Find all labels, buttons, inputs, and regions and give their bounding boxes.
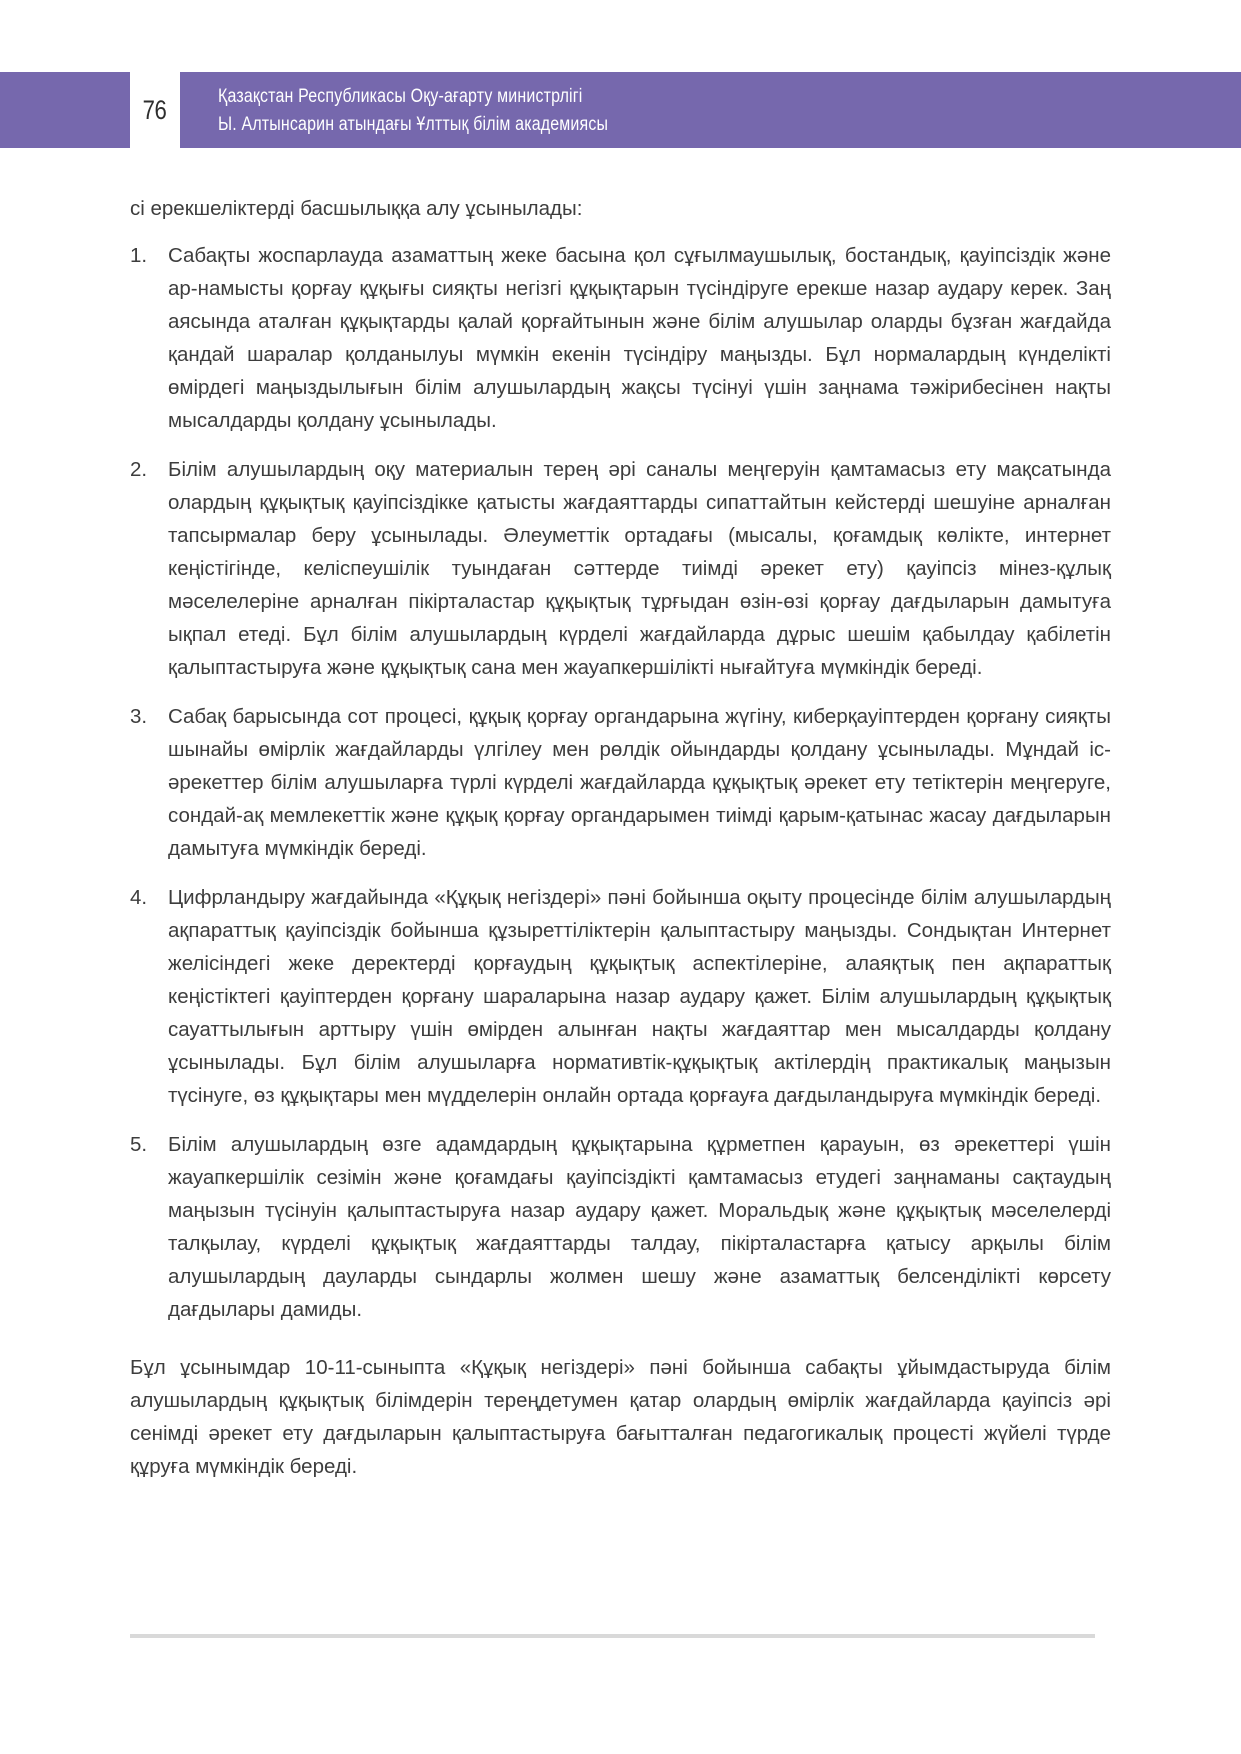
- list-item: [130, 1128, 1111, 1326]
- header-line-2: Ы. Алтынсарин атындағы Ұлттық білім академиясы: [218, 113, 609, 135]
- page-number: 76: [143, 94, 167, 125]
- list-item-number: 4.: [130, 886, 148, 909]
- page-header: [0, 72, 1241, 148]
- list-item-text: Цифрландыру жағдайында «Құқық негіздері» пәні бойынша оқыту процесінде білім алушылардың ақпараттық қауіпсіздік бойынша құзыреттіліктерін қалыптастыру маңызды. Сондықтан Интернет желісіндегі жеке деректерді қорғаудың құқықтық аспектілеріне, алаяқтық пен ақпараттық кеңістіктегі қауіптерден қорғану шараларына назар аудару қажет. Білім алушылардың құқықтық сауаттылығын арттыру үшін өмірден алынған нақты жағдаяттар мен мысалдарды қолдану ұсынылады. Бұл білім алушыларға нормативтік-құқықтық актілердің практикалық маңызын түсінуге, өз құқықтары мен мүдделерін онлайн ортада қорғауға дағдыландыруға мүмкіндік береді.: [168, 886, 1111, 1107]
- list-item-text: Сабақты жоспарлауда азаматтың жеке басына қол сұғылмаушылық, бостандық, қауіпсіздік және ар-намысты қорғау құқығы сияқты негізгі құқықтарын түсіндіруге ерекше назар аудару керек. Заң аясында аталған құқықтарды қалай қорғайтынын және білім алушылар оларды бұзған жағдайда қандай шаралар қолданылуы мүмкін екенін түсіндіру маңызды. Бұл нормалардың күнделікті өмірдегі маңыздылығын білім алушылардың жақсы түсінуі үшін заңнама тәжірибесінен нақты мысалдарды қолдану ұсынылады.: [168, 244, 1111, 432]
- header-line-1: Қазақстан Республикасы Оқу-ағарту министрлігі: [218, 85, 583, 107]
- list-item-text: Білім алушылардың оқу материалын терең әрі саналы меңгеруін қамтамасыз ету мақсатында олардың құқықтық қауіпсіздікке қатысты жағдаяттарды сипаттайтын кейстерді шешуіне арналған тапсырмалар беру ұсынылады. Әлеуметтік ортадағы (мысалы, қоғамдық көлікте, интернет кеңістігінде, келіспеушілік туындаған сәттерде тиімді әрекет ету) қауіпсіз мінез-құлық мәселелеріне арналған пікірталастар құқықтық тұрғыдан өзін-өзі қорғау дағдыларын дамытуға ықпал етеді. Бұл білім алушылардың күрделі жағдайларда дұрыс шешім қабылдау қабілетін қалыптастыруға және құқықтық сана мен жауапкершілікті нығайтуға мүмкіндік береді.: [168, 458, 1111, 679]
- list-item: [130, 239, 1111, 437]
- closing-paragraph: Бұл ұсынымдар 10-11-сыныпта «Құқық негіздері» пәні бойынша сабақты ұйымдастыруда білім алушылардың құқықтық білімдерін тереңдетумен қатар олардың өмірлік жағдайларда қауіпсіз әрі сенімді әрекет ету дағдыларын қалыптастыруға бағытталған педагогикалық процесті жүйелі түрде құруға мүмкіндік береді.: [130, 1356, 1111, 1478]
- intro-paragraph: сі ерекшеліктерді басшылыққа алу ұсынылады:: [130, 197, 583, 220]
- page-number-box: [130, 72, 180, 148]
- list-item-text: Сабақ барысында сот процесі, құқық қорғау органдарына жүгіну, киберқауіптерден қорғану сияқты шынайы өмірлік жағдайларды үлгілеу мен рөлдік ойындарды қолдану ұсынылады. Мұндай іс-әрекеттер білім алушыларға түрлі күрделі жағдайларда құқықтық әрекет ету тетіктерін меңгеруге, сондай-ақ мемлекеттік және құқық қорғау органдарымен тиімді қарым-қатынас жасау дағдыларын дамытуға мүмкіндік береді.: [168, 705, 1111, 860]
- numbered-list: [130, 239, 1111, 1326]
- list-item: [130, 453, 1111, 684]
- list-item-number: 5.: [130, 1133, 148, 1156]
- list-item-number: 1.: [130, 244, 148, 267]
- list-item: [130, 881, 1111, 1112]
- list-item: [130, 700, 1111, 865]
- header-title-band: [180, 72, 1241, 148]
- list-item-text: Білім алушылардың өзге адамдардың құқықтарына құрметпен қарауын, өз әрекеттері үшін жауапкершілік сезімін және қоғамдағы қауіпсіздікті қамтамасыз етудегі заңнаманы сақтаудың маңызын түсінуін қалыптастыруға назар аудару қажет. Моральдық және құқықтық мәселелерді талқылау, күрделі құқықтық жағдаяттарды талдау, пікірталастарға қатысу арқылы білім алушылардың дауларды сындарлы жолмен шешу және азаматтық белсенділікті көрсету дағдылары дамиды.: [168, 1133, 1111, 1321]
- list-item-number: 3.: [130, 705, 148, 728]
- bottom-divider: [130, 1634, 1095, 1638]
- list-item-number: 2.: [130, 458, 148, 481]
- page-content: [130, 192, 1111, 1483]
- header-left-band: [0, 72, 130, 148]
